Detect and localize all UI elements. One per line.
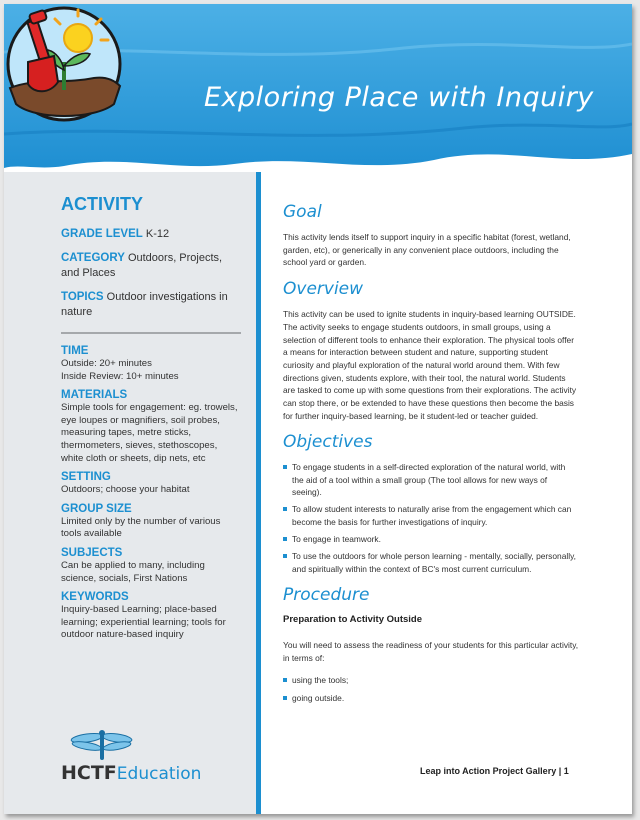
sidebar-divider <box>61 332 241 334</box>
objectives-heading: Objectives <box>283 432 373 453</box>
setting-heading: SETTING <box>61 471 111 484</box>
goal-text: This activity lends itself to support inquiry in a specific habitat (forest, wetland, garden, etc), or generically in any convenient place outdoors, including the school yard or garden. <box>283 232 571 268</box>
goal-heading: Goal <box>283 202 322 222</box>
category <box>61 251 241 281</box>
sidebar-section-keywords <box>61 590 241 642</box>
activity-heading: ACTIVITY <box>61 194 144 214</box>
time-heading: TIME <box>61 345 89 357</box>
brand-education: Education <box>116 764 202 784</box>
sidebar-section-time <box>61 344 241 383</box>
objectives-list <box>283 461 579 574</box>
group-size-heading: GROUP SIZE <box>61 502 132 515</box>
hctf-education-logo <box>61 728 201 798</box>
topics-label: TOPICS <box>61 291 104 303</box>
dragonfly-icon <box>65 728 145 762</box>
list-item: To allow student interests to naturally arise from the engagement which can become the basis for further investigations of inquiry. <box>283 503 579 528</box>
sidebar-section-subjects <box>61 546 241 585</box>
column-divider <box>256 172 261 814</box>
page-title: Exploring Place with Inquiry <box>204 82 594 113</box>
activity-sheet <box>4 4 632 814</box>
overview-heading: Overview <box>283 279 364 300</box>
group-size-text: Limited only by the number of various tools available <box>61 515 221 540</box>
overview-text: This activity can be used to ignite students in inquiry-based learning OUTSIDE. The activity seeks to engage students outdoors, in small groups, using a selection of different tools to enhance their exploration. The physical tools offer a means for interaction between student and nature, supporting student curiosity and playful exploration of the natural world around them. With few directions given, students explore, with their tool, the natural world. Students are tasked to come up with some questions from their explorations. The activity can stop there, or be extended to have these questions then become the basis for further inquiry-based learning, be it student-led or teacher guided. <box>283 309 577 421</box>
subjects-heading: SUBJECTS <box>61 546 123 559</box>
subjects-text: Can be applied to many, including science, socials, First Nations <box>61 559 205 584</box>
preparation-text: You will need to assess the readiness of your students for this particular activity, in terms of: <box>283 639 579 663</box>
grade-level <box>61 227 241 242</box>
garden-logo-icon <box>4 4 124 124</box>
activity-sidebar <box>4 172 256 814</box>
sidebar-section-setting <box>61 470 241 497</box>
list-item: using the tools; <box>283 674 579 686</box>
keywords-text: Inquiry-based Learning; place-based learning; experiential learning; tools for outdoor nature-based inquiry <box>61 604 226 641</box>
header-banner <box>4 4 632 172</box>
list-item: To engage students in a self-directed exploration of the natural world, with the aid of a tool within a small group (The tool allows for new ways of seeing). <box>283 461 579 498</box>
topics <box>61 290 241 320</box>
preparation-list <box>283 674 579 704</box>
time-text: Outside: 20+ minutes Inside Review: 10+ minutes <box>61 358 179 382</box>
grade-label: GRADE LEVEL <box>61 228 143 240</box>
materials-text: Simple tools for engagement: eg. trowels, eye loupes or magnifiers, soil probes, measuring tapes, metre sticks, thermometers, sieves, stethoscopes, white cloth or sheets, dip nets, etc <box>61 402 238 464</box>
list-item: going outside. <box>283 692 579 704</box>
brand-wordmark <box>61 762 201 784</box>
page-footer: Leap into Action Project Gallery | 1 <box>420 766 569 776</box>
preparation-heading: Preparation to Activity Outside <box>283 613 423 625</box>
main-content <box>283 202 579 709</box>
grade-value: K-12 <box>145 228 170 240</box>
topics-value: Outdoor investigations in nature <box>61 291 228 318</box>
list-item: To engage in teamwork. <box>283 533 579 545</box>
category-label: CATEGORY <box>61 252 125 264</box>
category-value: Outdoors, Projects, and Places <box>61 252 223 279</box>
keywords-heading: KEYWORDS <box>61 591 129 604</box>
sidebar-section-group-size <box>61 502 241 541</box>
brand-hctf: HCTF <box>61 762 117 784</box>
sidebar-section-materials <box>61 388 241 465</box>
list-item: To use the outdoors for whole person learning - mentally, socially, personally, and spiritually within the context of BC's most current curriculum. <box>283 550 579 575</box>
materials-heading: MATERIALS <box>61 389 128 402</box>
setting-text: Outdoors; choose your habitat <box>61 484 190 496</box>
procedure-heading: Procedure <box>283 584 370 605</box>
